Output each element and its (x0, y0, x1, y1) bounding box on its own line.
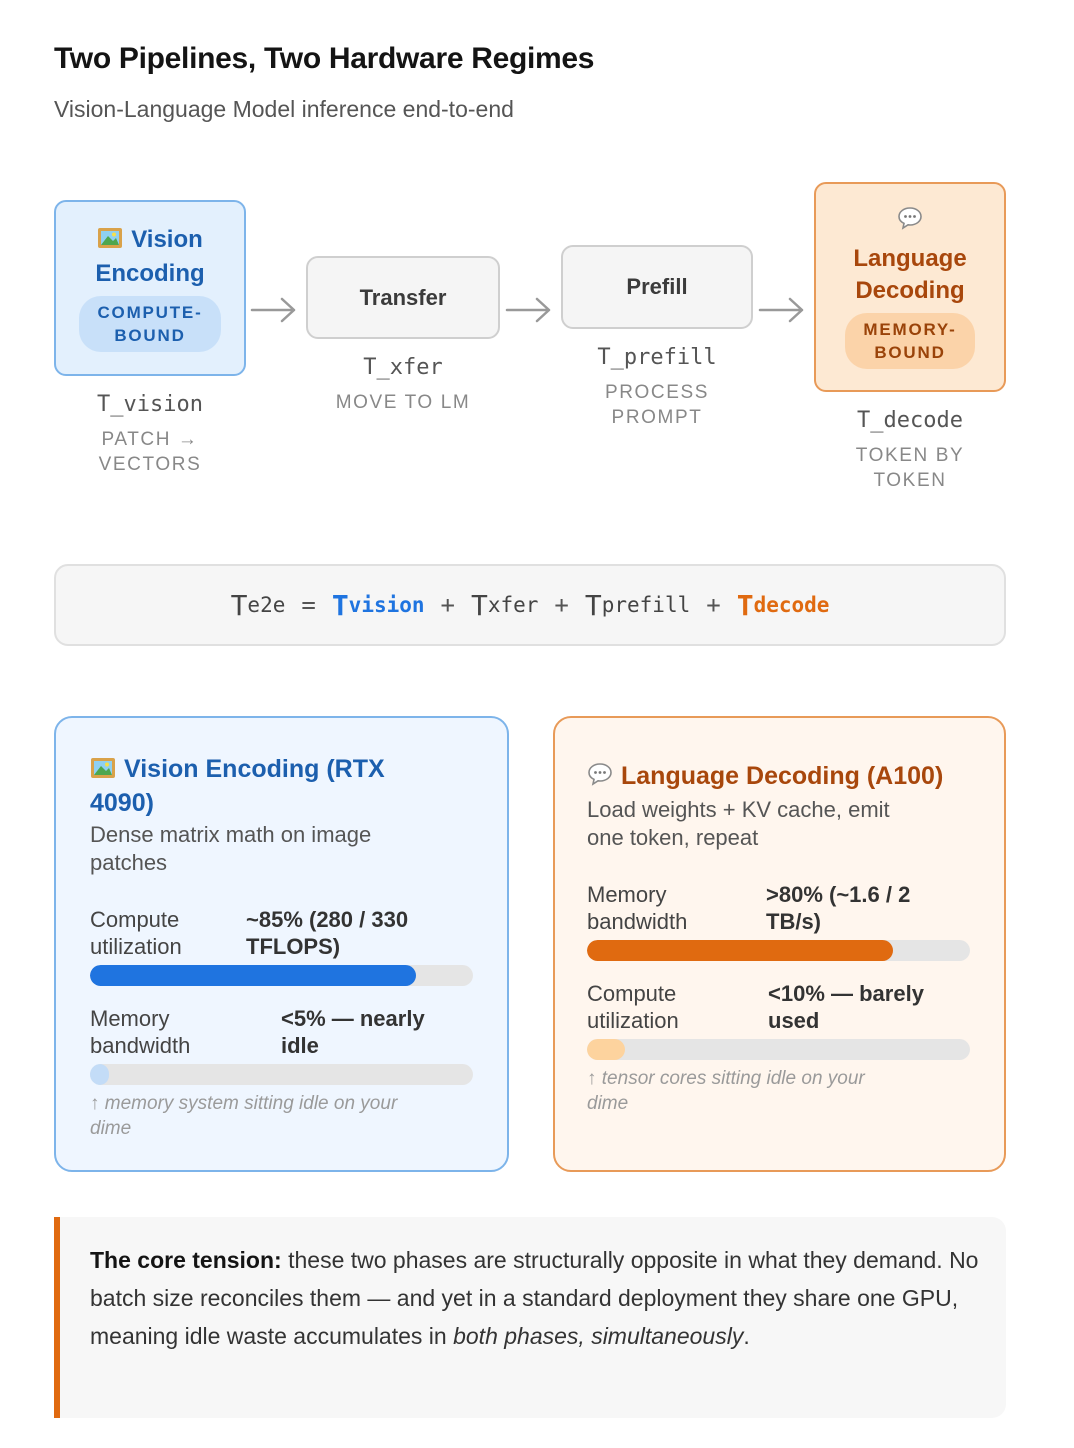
vision-idle-note: ↑ memory system sitting idle on your dime (90, 1093, 398, 1139)
stage-vision-encoding (54, 200, 246, 477)
compute-utilization-bar (90, 965, 473, 986)
core-tension-text: The core tension: these two phases are structurally opposite in what they demand. No batch size reconciles them — and yet in a standard deployment they share one GPU, meaning idle waste accumulates in both phases, simultaneously. (90, 1247, 979, 1349)
vision-encoding-box (54, 200, 246, 376)
arrow-right-icon (758, 297, 806, 323)
memory-bandwidth-bar-fill (587, 940, 893, 961)
e2e-latency-formula: T e2e = T vision + T xfer + T prefill + T decode (54, 564, 1006, 646)
page-subtitle: Vision-Language Model inference end-to-end (54, 96, 514, 122)
stage-prefill (561, 245, 753, 430)
speech-bubble-icon (897, 206, 923, 235)
language-decoding-box (814, 182, 1006, 392)
compute-utilization-value: <10% — barely used (768, 981, 924, 1033)
compute-bound-badge: COMPUTE- BOUND (79, 296, 220, 352)
t-decode-label: T_decode (857, 408, 963, 433)
framed-picture-icon (90, 755, 116, 787)
compute-utilization-bar (587, 1039, 970, 1060)
transfer-box (306, 256, 500, 339)
memory-bandwidth-label: Memory bandwidth (90, 1006, 191, 1058)
compute-utilization-label: Compute utilization (587, 981, 679, 1033)
prefill-box (561, 245, 753, 329)
decode-caption: TOKEN BY TOKEN (855, 445, 965, 491)
speech-bubble-icon (587, 762, 613, 794)
memory-bound-badge: MEMORY- BOUND (845, 313, 974, 369)
decode-idle-note: ↑ tensor cores sitting idle on your dime (587, 1068, 865, 1114)
transfer-caption: MOVE TO LM (335, 392, 471, 413)
memory-bandwidth-bar (90, 1064, 473, 1085)
t-prefill-label: T_prefill (597, 345, 717, 370)
memory-bandwidth-bar (587, 940, 970, 961)
language-decoding-title: Language Decoding (853, 244, 967, 304)
transfer-title: Transfer (359, 284, 447, 310)
prefill-caption: PROCESS PROMPT (604, 382, 710, 428)
core-tension-callout (54, 1217, 1006, 1418)
memory-bandwidth-value: >80% (~1.6 / 2 TB/s) (766, 882, 911, 934)
vision-card-title: Vision Encoding (RTX 4090) (90, 755, 385, 817)
prefill-title: Prefill (626, 274, 688, 299)
memory-bandwidth-value: <5% — nearly idle (281, 1006, 425, 1058)
stage-language-decoding (814, 182, 1006, 493)
vision-caption: PATCH → VECTORS (98, 429, 202, 475)
decode-card-description: Load weights + KV cache, emit one token, repeat (587, 797, 890, 850)
compute-utilization-label: Compute utilization (90, 907, 182, 959)
framed-picture-icon (97, 226, 123, 258)
stage-transfer (306, 256, 500, 415)
compute-utilization-value: ~85% (280 / 330 TFLOPS) (246, 907, 409, 959)
memory-bandwidth-label: Memory bandwidth (587, 882, 688, 934)
decode-card-title: Language Decoding (A100) (587, 760, 997, 794)
t-xfer-label: T_xfer (363, 355, 443, 380)
compute-utilization-bar-fill (587, 1039, 625, 1060)
vision-encoding-card (54, 716, 509, 1172)
memory-bandwidth-bar-fill (90, 1064, 109, 1085)
page-title: Two Pipelines, Two Hardware Regimes (54, 42, 595, 75)
language-decoding-card (553, 716, 1006, 1172)
t-vision-label: T_vision (97, 392, 203, 417)
vision-card-description: Dense matrix math on image patches (90, 822, 372, 875)
vision-encoding-title: Vision Encoding (95, 226, 205, 287)
arrow-right-icon (250, 297, 298, 323)
arrow-right-icon (505, 297, 553, 323)
compute-utilization-bar-fill (90, 965, 416, 986)
